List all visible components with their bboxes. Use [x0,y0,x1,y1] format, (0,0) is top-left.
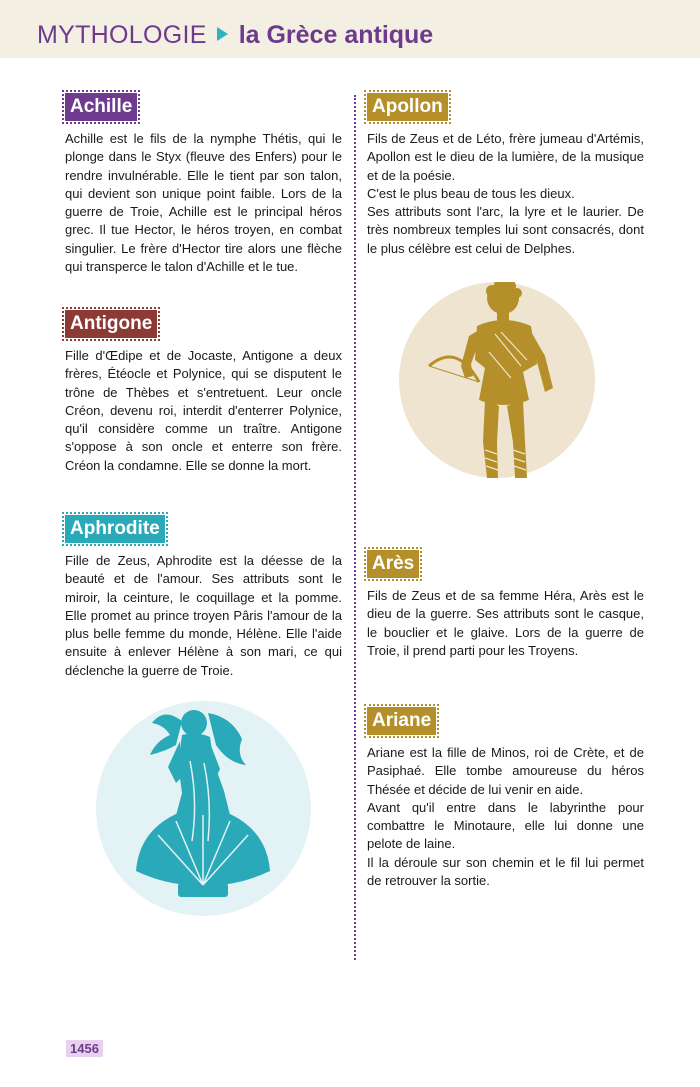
entry-text [65,347,342,475]
header-title [37,20,433,50]
entry-title: Achille [70,96,133,117]
paragraph: Il la déroule sur son chemin et le fil lui permet de retrouver la sortie. [367,854,644,889]
entry-title-badge [367,550,419,578]
entry-text [367,130,644,258]
paragraph: Fille de Zeus, Aphrodite est la déesse de la beauté et de l'amour. Ses attributs sont le miroir, la ceinture, le coquillage et la pomme. Elle promet au prince troyen Pâris l'amour de la plus belle femme du monde, Hélène. Elle l'aide ensuite à enlever Hélène à son mari, ce qui déclenche la guerre de Troie. [65,553,342,678]
paragraph: Ariane est la fille de Minos, roi de Crète, et de Pasiphaé. Elle tombe amoureuse du héros Thésée et décide de lui venir en aide. [367,745,644,797]
entry-title: Ariane [372,710,432,731]
entry-antigone [65,310,342,475]
apollon-illustration [399,282,595,478]
paragraph: C'est le plus beau de tous les dieux. [367,185,575,201]
paragraph: Fille d'Œdipe et de Jocaste, Antigone a deux frères, Étéocle et Polynice, qui se disputent le trône de Thèbes et s'entretuent. Leur oncle Créon, devenu roi, interdit d'enterrer Polynice, qu'il considère comme un traître. Antigone s'oppose à son oncle et enterre son frère. Créon la condamne. Elle se donne la mort. [65,348,342,473]
entry-text [367,587,644,660]
entry-title: Arès [372,553,415,574]
entry-title: Aphrodite [70,518,160,539]
paragraph: Fils de Zeus et de Léto, frère jumeau d'Artémis, Apollon est le dieu de la lumière, de la musique et de la poésie. [367,131,644,183]
aphrodite-illustration [96,701,311,916]
entry-achille [65,93,342,276]
entry-text [65,552,342,680]
page-number: 1456 [66,1040,103,1057]
entry-title-badge [367,93,448,121]
entry-apollon [367,93,644,258]
entry-text [65,130,342,276]
header-subtitle: la Grèce antique [238,21,434,49]
page-header [0,0,700,58]
entry-title: Apollon [372,96,443,117]
paragraph: Ses attributs sont l'arc, la lyre et le laurier. De très nombreux temples lui sont consacrés, dont le plus célèbre est celui de Delphes. [367,204,644,256]
entry-title-badge [65,310,157,338]
entry-text [367,744,644,890]
paragraph: Achille est le fils de la nymphe Thétis, qui le plonge dans le Styx (fleuve des Enfers) pour le rendre invulnérable. Elle le tient par son talon, qui devient son unique point faible. Lors de la guerre de Troie, Achille est le principal héros grec. Il tue Hector, le héros troyen, en combat singulier. Le frère d'Hector tire alors une flèche qui transperce le talon d'Achille et le tue. [65,131,342,275]
entry-ares [367,550,644,660]
entry-title-badge [65,93,137,121]
paragraph: Fils de Zeus et de sa femme Héra, Arès est le dieu de la guerre. Ses attributs sont le casque, le bouclier et le glaive. Lors de la guerre de Troie, il prend parti pour les Troyens. [367,588,644,658]
entry-title: Antigone [70,313,153,334]
entry-title-badge [65,515,165,543]
entry-title-badge [367,707,436,735]
header-category: MYTHOLOGIE [37,21,207,49]
column-divider [354,95,356,960]
entry-ariane [367,707,644,890]
arrow-right-icon [217,27,228,41]
entry-aphrodite [65,515,342,680]
paragraph: Avant qu'il entre dans le labyrinthe pour combattre le Minotaure, elle lui donne une pelote de laine. [367,799,644,852]
